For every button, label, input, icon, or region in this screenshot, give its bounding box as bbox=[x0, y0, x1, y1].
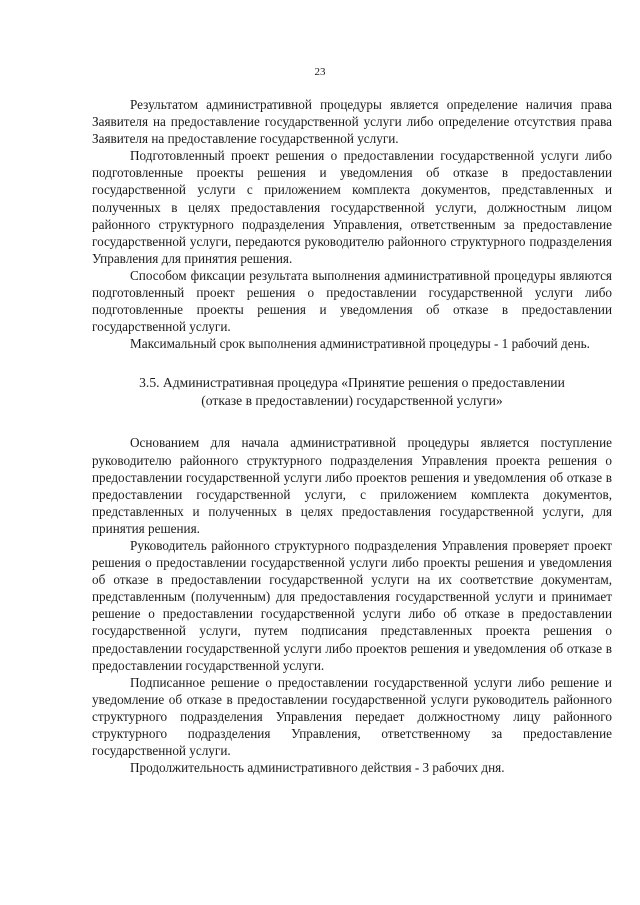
paragraph-signed-decision: Подписанное решение о предоставлении государственной услуги либо решение и уведомление об отказе в предоставлении государственной услуги руководитель районного структурного подразделения Управления передает должностному лицу районного структурного подразделения Управления, ответственному за предоставление государственной услуги. bbox=[92, 674, 612, 759]
paragraph-prepared-project: Подготовленный проект решения о предоставлении государственной услуги либо подготовленные проекты решения и уведомления об отказе в предоставлении государственной услуги с приложением комплекта документов, представленных и полученных в целях предоставления государственной услуги, должностным лицом районного структурного подразделения Управления, ответственным за предоставление государственной услуги, передаются руководителю районного структурного подразделения Управления для принятия решения. bbox=[92, 148, 612, 266]
page-content bbox=[92, 96, 612, 776]
paragraph-fixation-method: Способом фиксации результата выполнения административной процедуры являются подготовленный проект решения о предоставлении государственной услуги либо подготовленные проекты решения и уведомления об отказе в предоставлении государственной услуги. bbox=[92, 267, 612, 335]
paragraph-head-checks: Руководитель районного структурного подразделения Управления проверяет проект решения о предоставлении государственной услуги либо проекты решения и уведомления об отказе в предоставлении государственной услуги на их соответствие документам, представленным (полученным) для предоставления государственной услуги и принимает решение о предоставлении государственной услуги либо об отказе в предоставлении государственной услуги, путем подписания представленных проекта решения о предоставлении государственной услуги либо проектов решения и уведомления об отказе в предоставлении государственной услуги. bbox=[92, 537, 612, 673]
section-heading bbox=[92, 374, 612, 410]
page-number: 23 bbox=[314, 66, 326, 78]
paragraph-action-duration: Продолжительность административного действия - 3 рабочих дня. bbox=[130, 760, 505, 776]
paragraph-basis: Основанием для начала административной процедуры является поступление руководителю районного структурного подразделения Управления проекта решения о предоставлении государственной услуги либо проектов решения и уведомления об отказе в предоставлении государственной услуги, с приложением комплекта документов, представленных и полученных в целях предоставления государственной услуги, для принятия решения. bbox=[92, 435, 612, 536]
paragraph-result: Результатом административной процедуры является определение наличия права Заявителя на предоставление государственной услуги либо определение отсутствия права Заявителя на предоставление государственной услуги. bbox=[92, 97, 612, 147]
paragraph-max-duration: Максимальный срок выполнения административной процедуры - 1 рабочий день. bbox=[130, 336, 590, 352]
section-heading-line-1: 3.5. Административная процедура «Принятие решения о предоставлении bbox=[139, 375, 565, 391]
section-heading-line-2: (отказе в предоставлении) государственной услуги» bbox=[201, 393, 503, 409]
